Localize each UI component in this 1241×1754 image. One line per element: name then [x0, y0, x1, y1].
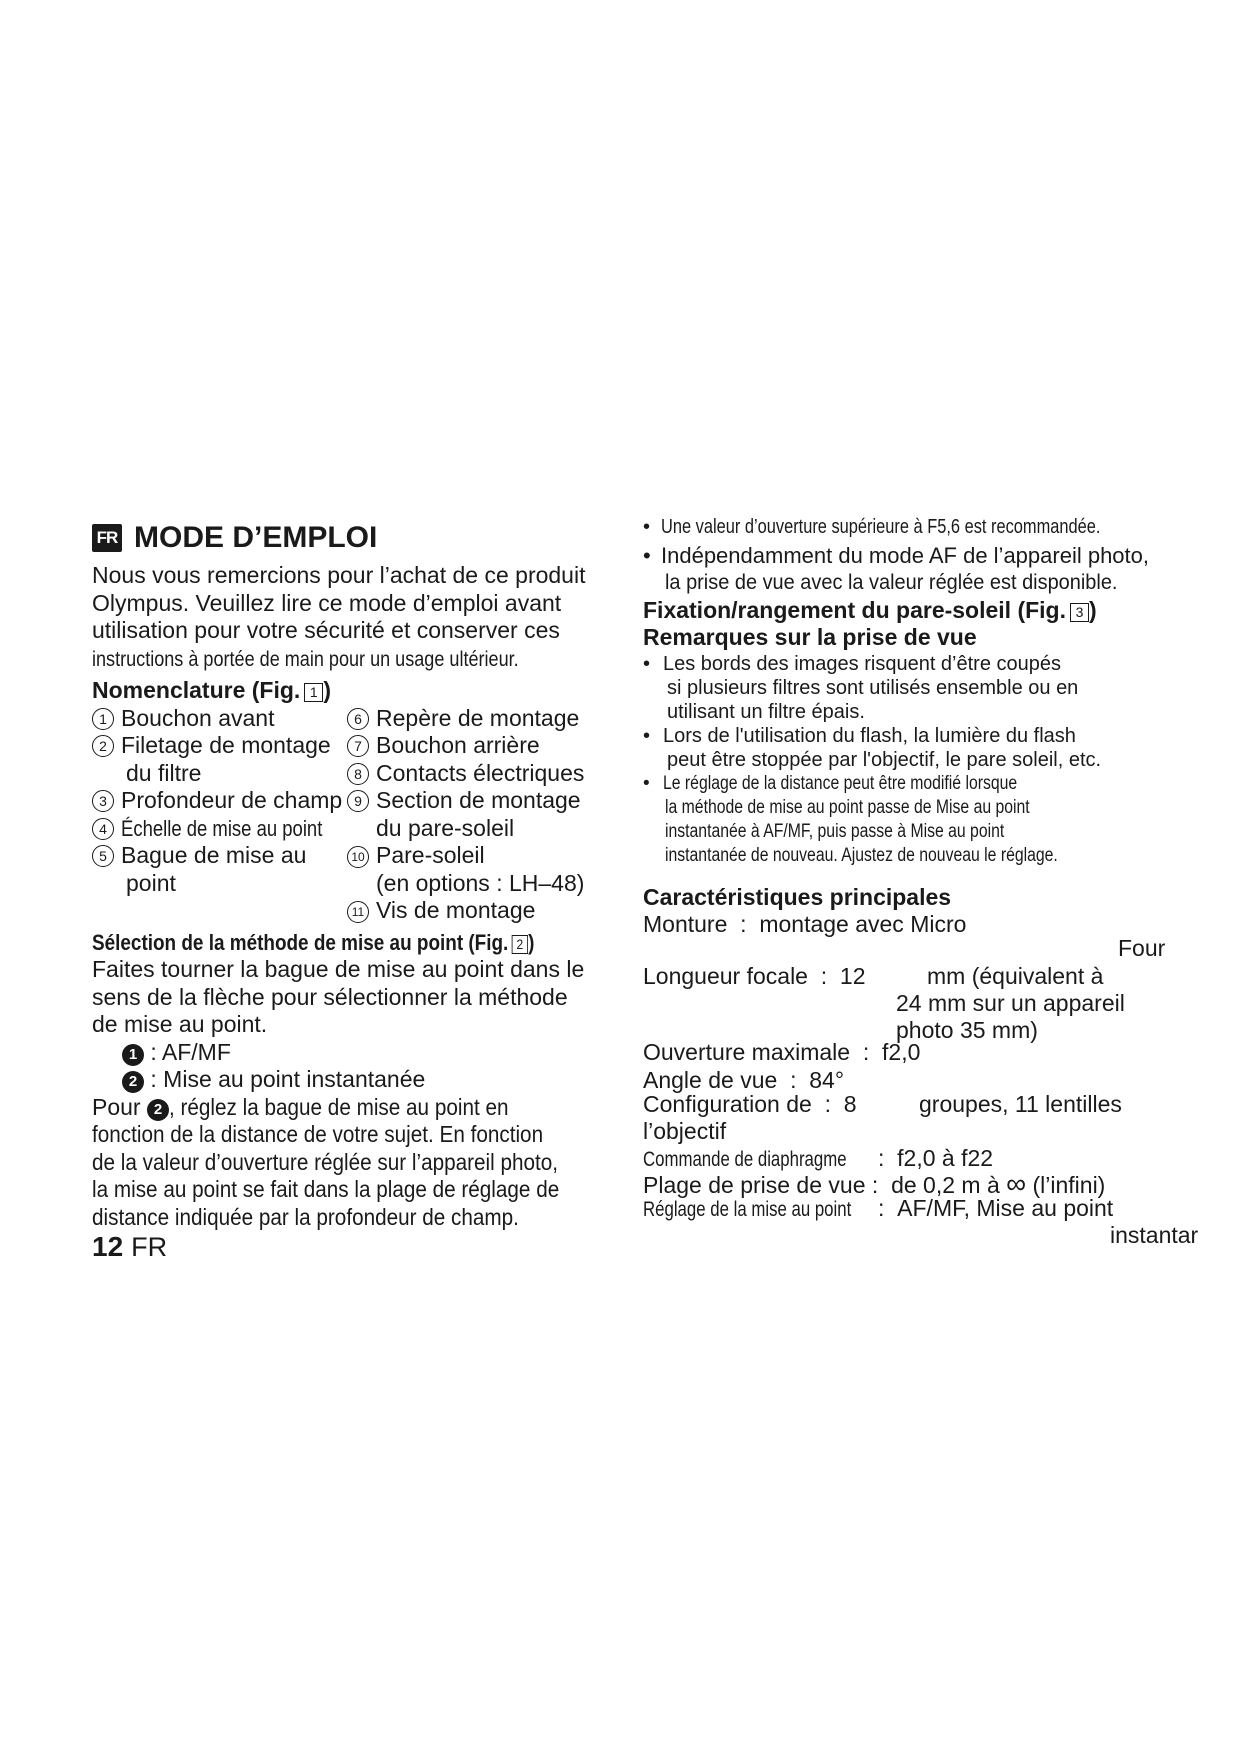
- bullet-icon: •: [643, 542, 651, 568]
- spec-label: Configuration de: [643, 1091, 812, 1117]
- focus-option-snapshot: [92, 1066, 612, 1094]
- bullet-icon: •: [643, 516, 651, 538]
- pour-prefix: Pour: [92, 1093, 141, 1120]
- bullet-text: Lors de l'utilisation du flash, la lumière du flash: [663, 724, 1076, 747]
- circled-number-icon: 3: [92, 790, 114, 812]
- spec-colon: :: [871, 1172, 879, 1198]
- spec-value: de 0,2 m à: [891, 1172, 1000, 1198]
- list-item-text: Pare-soleil: [376, 842, 485, 868]
- spec-value: f2,0 à f22: [897, 1145, 994, 1171]
- spec-focal-cont: [896, 990, 1125, 1018]
- list-item: [126, 870, 176, 898]
- nomenclature-heading: [92, 677, 612, 705]
- list-item: [92, 732, 331, 760]
- list-item-text: du pare-soleil: [376, 814, 515, 841]
- spec-colon: :: [820, 963, 828, 989]
- fig-1-icon: 1: [304, 683, 323, 702]
- bullet-continuation: [643, 796, 1203, 820]
- focus-method-line: [92, 1121, 612, 1149]
- infinity-icon: ∞: [1006, 1168, 1027, 1199]
- bullet-text: peut être stoppée par l'objectif, le pare soleil, etc.: [667, 748, 1102, 771]
- focus-method-line: [92, 1204, 612, 1232]
- circled-number-icon: 11: [347, 901, 369, 923]
- circled-number-icon: 1: [92, 708, 114, 730]
- focus-method-text: sens de la flèche pour sélectionner la méthode: [92, 983, 568, 1010]
- focus-method-line: [92, 1094, 612, 1122]
- spec-config: [643, 1091, 857, 1119]
- intro-paragraph: [92, 562, 612, 673]
- specs-table: [643, 911, 1203, 1248]
- intro-line-text: utilisation pour votre sécurité et conserver ces: [92, 617, 560, 643]
- spec-value: instantar: [1110, 1222, 1199, 1248]
- list-item-text: Bague de mise au: [121, 842, 307, 868]
- spec-label: Monture: [643, 911, 728, 937]
- focus-method-text: la mise au point se fait dans la plage de réglage de: [92, 1176, 560, 1202]
- spec-value: montage avec Micro: [759, 911, 967, 937]
- spec-label: Commande de diaphragme: [643, 1148, 847, 1171]
- list-item-text: Échelle de mise au point: [121, 815, 323, 841]
- page-number: [92, 1232, 167, 1262]
- focus-option-af-mf: [92, 1039, 612, 1067]
- list-item-text: point: [126, 869, 176, 896]
- bullet-text: Le réglage de la distance peut être modifié lorsque: [663, 772, 1018, 794]
- spec-colon: :: [878, 1145, 885, 1171]
- focus-option-text: : Mise au point instantanée: [150, 1066, 426, 1092]
- fr-language-icon: FR: [92, 524, 122, 552]
- bullet-item: [643, 772, 1203, 796]
- intro-line-text: Olympus. Veuillez lire ce mode d’emploi avant: [92, 589, 562, 616]
- bullet-text: la méthode de mise au point passe de Mise au point: [665, 796, 1030, 818]
- specs-heading-text: Caractéristiques principales: [643, 883, 952, 910]
- spec-aperture: [643, 1039, 920, 1067]
- intro-line-text: Nous vous remercions pour l’achat de ce produit: [92, 562, 586, 588]
- remarks-heading: [643, 624, 1203, 652]
- bullet-text: Les bords des images risquent d’être coupés: [663, 652, 1062, 675]
- focus-method-text: distance indiquée par la profondeur de champ.: [92, 1203, 519, 1230]
- fig-2-icon: 2: [512, 935, 528, 954]
- spec-label: l’objectif: [643, 1118, 727, 1144]
- spec-diaphragm: [643, 1145, 993, 1174]
- bullet-text: instantanée de nouveau. Ajustez de nouveau le réglage.: [665, 844, 1058, 866]
- circled-number-icon: 5: [92, 845, 114, 867]
- bullet-item: [643, 652, 1203, 676]
- bullet-text: la prise de vue avec la valeur réglée est disponible.: [665, 571, 1118, 594]
- heading-close: ): [323, 677, 331, 703]
- spec-value: groupes, 11 lentilles: [919, 1091, 1122, 1117]
- page-number-value: 12: [92, 1231, 124, 1262]
- bullet-item: [643, 514, 1203, 542]
- bullet-icon: •: [643, 772, 650, 794]
- list-item: [126, 760, 201, 788]
- bullet-icon: •: [643, 652, 651, 675]
- heading-close: ): [1089, 596, 1097, 623]
- circled-number-icon: 8: [347, 763, 369, 785]
- black-circle-2-icon: 2: [122, 1071, 144, 1093]
- page-title: [92, 518, 612, 558]
- page-lang: FR: [131, 1232, 168, 1262]
- spec-label: Plage de prise de vue: [643, 1172, 866, 1198]
- bullet-continuation: [643, 844, 1203, 868]
- list-item-text: Profondeur de champ: [121, 787, 343, 813]
- spec-mount-cont: [1118, 935, 1165, 963]
- list-item: [347, 842, 485, 870]
- focus-method-heading: [92, 929, 612, 957]
- circled-number-icon: 6: [347, 708, 369, 730]
- list-item: [92, 815, 361, 843]
- intro-line: [92, 617, 612, 645]
- spec-value: f2,0: [882, 1039, 921, 1065]
- black-circle-2-icon: 2: [147, 1099, 169, 1121]
- list-item: [376, 870, 584, 898]
- fig-3-icon: 3: [1070, 603, 1089, 622]
- bullet-text: utilisant un filtre épais.: [667, 700, 865, 723]
- list-item: [347, 732, 540, 760]
- circled-number-icon: 7: [347, 735, 369, 757]
- list-item-text: Bouchon avant: [121, 704, 275, 731]
- specs-heading: [643, 884, 1203, 912]
- bullet-continuation: [643, 569, 1203, 597]
- spec-value: 8: [843, 1091, 857, 1117]
- spec-colon: :: [824, 1091, 831, 1117]
- focus-method-line: [92, 984, 612, 1012]
- spec-config-label2: [643, 1118, 726, 1146]
- list-item-text: Section de montage: [376, 787, 581, 813]
- spec-focus-adjust-cont: [1110, 1222, 1198, 1250]
- list-item: [347, 897, 535, 925]
- focus-method-heading-text: Sélection de la méthode de mise au point (Fig.: [92, 929, 509, 955]
- spec-label: Réglage de la mise au point: [643, 1198, 852, 1221]
- focus-method-line: [92, 956, 612, 984]
- spec-focus-adjust: [643, 1195, 1113, 1224]
- spec-focal: [643, 963, 866, 991]
- list-item: [347, 787, 581, 815]
- focus-method-text: Faites tourner la bague de mise au point dans le: [92, 956, 585, 982]
- spec-label: Longueur focale: [643, 963, 808, 989]
- bullet-continuation: [643, 820, 1203, 844]
- spec-value: 84°: [809, 1067, 845, 1093]
- spec-value: 24 mm sur un appareil: [896, 990, 1125, 1016]
- black-circle-1-icon: 1: [122, 1044, 144, 1066]
- intro-line: [92, 562, 612, 590]
- spec-focal-value: [927, 963, 1103, 991]
- spec-value: 12: [839, 963, 866, 989]
- list-item-text: Repère de montage: [376, 704, 580, 731]
- remarks-list: [643, 652, 1203, 868]
- spec-label: Angle de vue: [643, 1067, 778, 1093]
- heading-close: ): [528, 929, 535, 955]
- intro-line-text: instructions à portée de main pour un usage ultérieur.: [92, 647, 519, 671]
- right-column: [643, 514, 1203, 1248]
- spec-colon: :: [790, 1067, 797, 1093]
- focus-method-line: [92, 1176, 612, 1204]
- list-item-text: Contacts électriques: [376, 759, 585, 786]
- list-item-text: Bouchon arrière: [376, 732, 540, 758]
- focus-method-line: [92, 1011, 612, 1039]
- left-column: [92, 518, 612, 1231]
- spec-mount: [643, 911, 966, 939]
- intro-line: [92, 645, 612, 674]
- title-text: MODE D’EMPLOI: [134, 521, 378, 554]
- list-item: [376, 815, 514, 843]
- bullet-text: Une valeur d’ouverture supérieure à F5,6 est recommandée.: [661, 516, 1101, 538]
- focus-method-line: [92, 1149, 612, 1177]
- bullet-text: Indépendamment du mode AF de l’appareil photo,: [661, 542, 1149, 568]
- bullet-icon: •: [643, 724, 651, 747]
- circled-number-icon: 4: [92, 818, 114, 840]
- remarks-heading-text: Remarques sur la prise de vue: [643, 624, 977, 650]
- list-item-text: (en options : LH–48): [376, 869, 585, 896]
- hood-heading-text: Fixation/rangement du pare-soleil (Fig.: [643, 596, 1066, 623]
- list-item: [92, 705, 274, 733]
- nomenclature-heading-text: Nomenclature (Fig.: [92, 677, 301, 703]
- list-item-text: du filtre: [126, 759, 202, 786]
- focus-method-text: fonction de la distance de votre sujet. En fonction: [92, 1121, 544, 1147]
- bullet-item: [643, 542, 1203, 570]
- spec-value: (l’infini): [1032, 1172, 1106, 1198]
- hood-heading: [643, 597, 1203, 625]
- spec-colon: :: [862, 1039, 870, 1065]
- bullet-continuation: [643, 676, 1203, 700]
- intro-line: [92, 590, 612, 618]
- bullet-text: instantanée à AF/MF, puis passe à Mise au point: [665, 820, 1005, 842]
- spec-config-value: [919, 1091, 1122, 1119]
- focus-method-text: , réglez la bague de mise au point en: [168, 1093, 509, 1120]
- circled-number-icon: 9: [347, 790, 369, 812]
- spec-value: mm (équivalent à: [927, 963, 1104, 989]
- nomenclature-list: [92, 705, 612, 926]
- bullet-continuation: [643, 748, 1203, 772]
- circled-number-icon: 2: [92, 735, 114, 757]
- focus-method-text: de mise au point.: [92, 1011, 268, 1037]
- spec-label: Ouverture maximale: [643, 1039, 851, 1065]
- list-item: [347, 760, 584, 788]
- focus-method-text: de la valeur d’ouverture réglée sur l’appareil photo,: [92, 1148, 559, 1175]
- bullet-continuation: [643, 700, 1203, 724]
- focus-option-text: : AF/MF: [150, 1038, 231, 1065]
- bullet-text: si plusieurs filtres sont utilisés ensemble ou en: [667, 676, 1079, 699]
- spec-value: photo 35 mm): [896, 1017, 1038, 1043]
- bullet-item: [643, 724, 1203, 748]
- list-item: [92, 842, 306, 870]
- spec-value: AF/MF, Mise au point: [897, 1195, 1114, 1221]
- spec-colon: :: [878, 1195, 885, 1221]
- spec-colon: :: [740, 911, 747, 937]
- list-item-text: Vis de montage: [376, 897, 536, 923]
- list-item: [92, 787, 342, 815]
- spec-value: Four: [1118, 935, 1166, 961]
- list-item: [347, 705, 579, 733]
- circled-number-icon: 10: [347, 846, 369, 868]
- list-item-text: Filetage de montage: [121, 732, 331, 758]
